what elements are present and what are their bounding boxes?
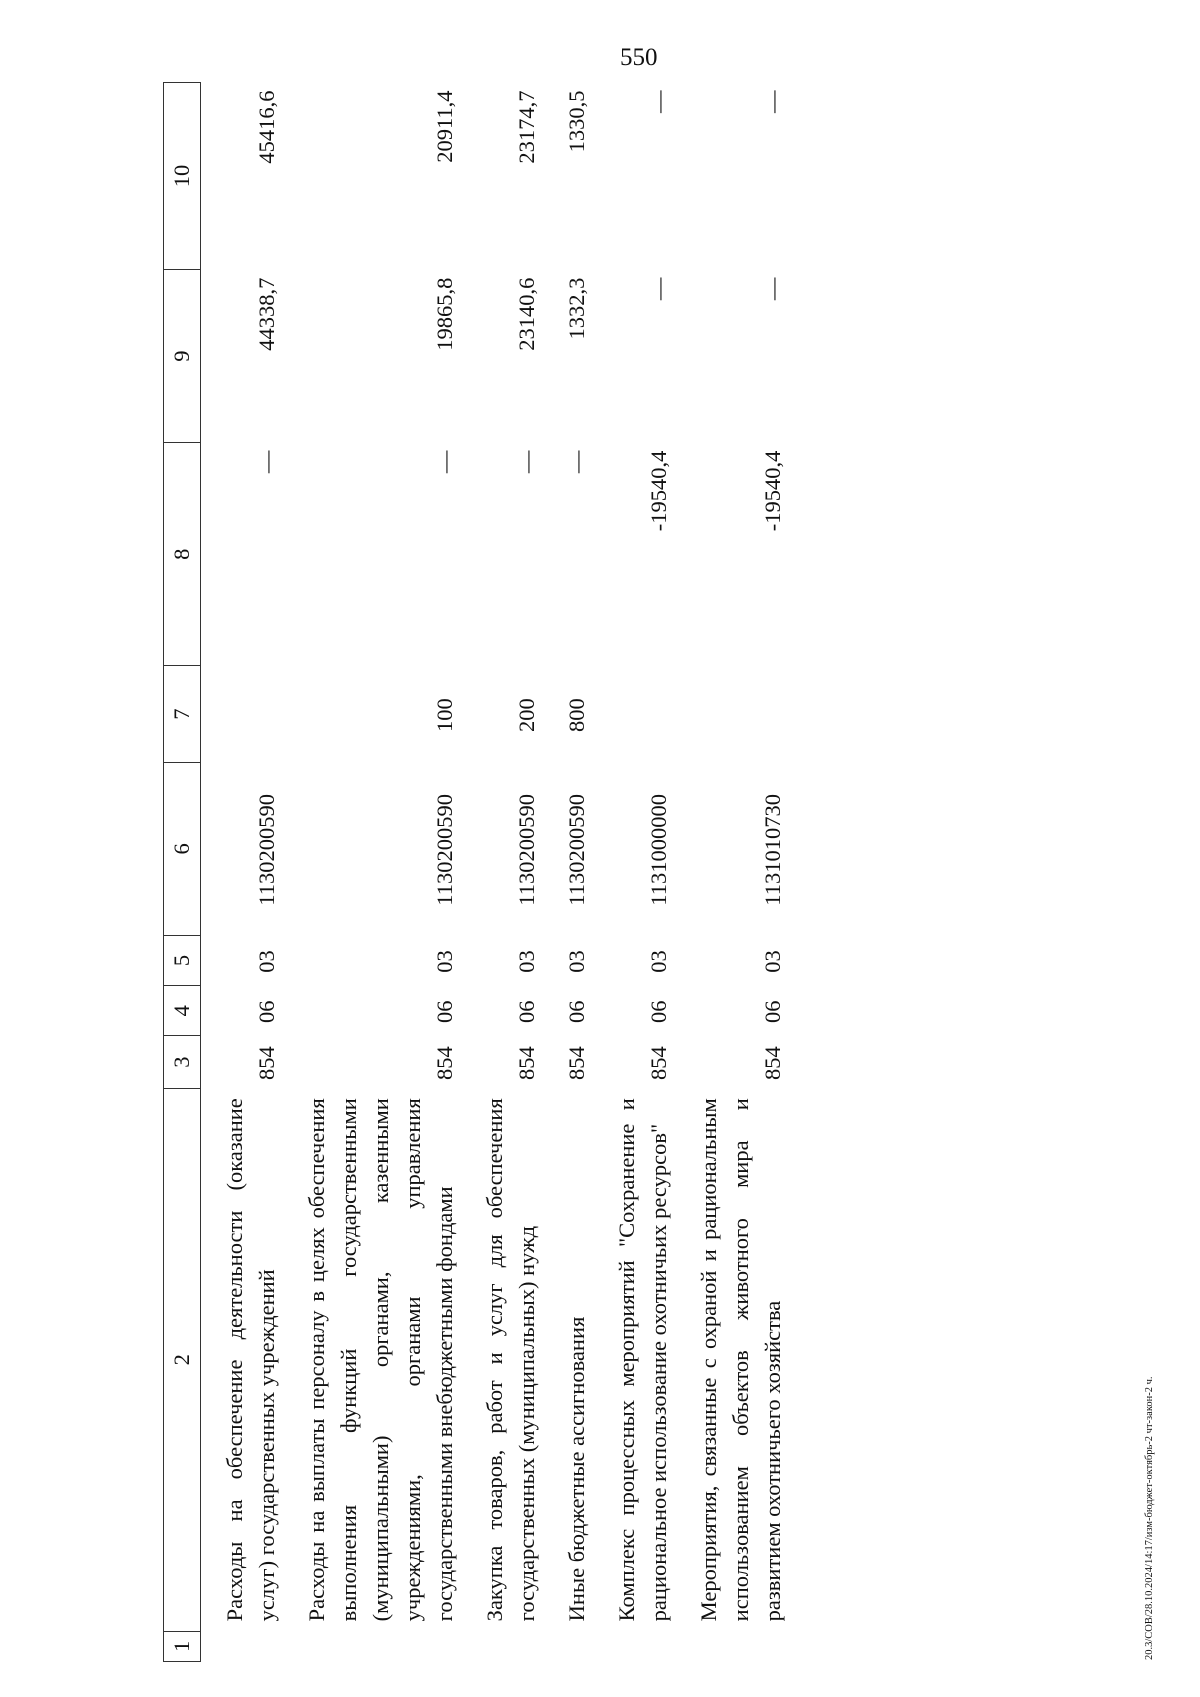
col-header-4: 4 bbox=[164, 986, 201, 1036]
cell-col9: 23140,6 bbox=[514, 277, 539, 351]
col-header-1: 1 bbox=[164, 1631, 201, 1661]
col-header-2: 2 bbox=[164, 1088, 201, 1631]
cell-col8: — bbox=[564, 450, 589, 474]
cell-col9: 44338,7 bbox=[254, 277, 279, 351]
footer-document-id: 20.3/СОВ/28.10.2024/14:17/изм-бюджет-октябрь-2 чт-закон-2 ч. bbox=[1144, 1376, 1155, 1660]
budget-table bbox=[163, 82, 789, 1662]
cell-target-article: 1130200590 bbox=[432, 794, 457, 906]
cell-col10: 45416,6 bbox=[254, 90, 279, 164]
col-header-3: 3 bbox=[164, 1036, 201, 1088]
budget-table-rotated bbox=[163, 82, 1083, 1662]
row-description: Комплекс процессных мероприятий "Сохранение и рациональное использование охотничьих ресурсов" bbox=[614, 1098, 671, 1622]
cell-col8: — bbox=[514, 450, 539, 474]
col-header-9: 9 bbox=[164, 270, 201, 443]
row-description: Закупка товаров, работ и услуг для обеспечения государственных (муниципальных) нужд bbox=[482, 1098, 539, 1622]
row-description: Расходы на обеспечение деятельности (оказание услуг) государственных учреждений bbox=[222, 1098, 279, 1622]
cell-target-article: 1130200590 bbox=[514, 794, 539, 906]
cell-col9: 1332,3 bbox=[564, 277, 589, 340]
cell-expense-type bbox=[593, 666, 675, 763]
cell-expense-type: 200 bbox=[514, 698, 539, 732]
cell-col10: — bbox=[646, 90, 671, 113]
col-header-5: 5 bbox=[164, 935, 201, 985]
cell-section: 06 bbox=[760, 1000, 785, 1024]
cell-admin-code: 854 bbox=[564, 1046, 589, 1080]
cell-col9: — bbox=[760, 277, 785, 301]
cell-col9: — bbox=[646, 277, 671, 301]
cell-target-article: 1131010730 bbox=[760, 794, 785, 906]
cell-expense-type bbox=[201, 666, 284, 763]
cell-col10: 20911,4 bbox=[432, 90, 457, 163]
table-row bbox=[543, 83, 593, 1662]
cell-col1 bbox=[675, 1631, 789, 1661]
cell-target-article: 1131000000 bbox=[646, 794, 671, 906]
cell-section: 06 bbox=[564, 1000, 589, 1024]
table-row bbox=[201, 83, 284, 1662]
cell-admin-code: 854 bbox=[432, 1046, 457, 1080]
cell-subsection: 03 bbox=[432, 950, 457, 973]
cell-col8: — bbox=[254, 450, 279, 474]
cell-section: 06 bbox=[514, 1000, 539, 1024]
cell-section: 06 bbox=[254, 1000, 279, 1024]
cell-col8: -19540,4 bbox=[760, 450, 785, 532]
cell-subsection: 03 bbox=[254, 950, 279, 973]
table-row bbox=[461, 83, 543, 1662]
cell-col1 bbox=[461, 1631, 543, 1661]
cell-expense-type: 100 bbox=[432, 698, 457, 732]
cell-col1 bbox=[543, 1631, 593, 1661]
col-header-7: 7 bbox=[164, 666, 201, 763]
cell-col8: -19540,4 bbox=[646, 450, 671, 532]
cell-admin-code: 854 bbox=[514, 1046, 539, 1080]
table-row bbox=[283, 83, 461, 1662]
cell-expense-type bbox=[675, 666, 789, 763]
cell-col10: — bbox=[760, 90, 785, 113]
col-header-8: 8 bbox=[164, 443, 201, 666]
cell-col1 bbox=[283, 1631, 461, 1661]
cell-col10: 23174,7 bbox=[514, 90, 539, 164]
cell-col8: — bbox=[432, 450, 457, 474]
table-row bbox=[675, 83, 789, 1662]
cell-admin-code: 854 bbox=[760, 1046, 785, 1080]
cell-col10: 1330,5 bbox=[564, 90, 589, 153]
cell-col1 bbox=[593, 1631, 675, 1661]
cell-subsection: 03 bbox=[514, 950, 539, 973]
cell-col9: 19865,8 bbox=[432, 277, 457, 351]
cell-section: 06 bbox=[432, 1000, 457, 1024]
table-row bbox=[593, 83, 675, 1662]
cell-subsection: 03 bbox=[760, 950, 785, 973]
cell-target-article: 1130200590 bbox=[254, 794, 279, 906]
row-description: Расходы на выплаты персоналу в целях обеспечения выполнения функций государственными (муниципальными) органами, казенными учреждениями, органами управления государственными внебюджетными фондами bbox=[304, 1098, 457, 1622]
col-header-6: 6 bbox=[164, 762, 201, 935]
cell-admin-code: 854 bbox=[646, 1046, 671, 1080]
col-header-10: 10 bbox=[164, 83, 201, 270]
cell-subsection: 03 bbox=[564, 950, 589, 973]
page-number: 550 bbox=[620, 44, 658, 71]
header-row bbox=[164, 83, 201, 1662]
cell-target-article: 1130200590 bbox=[564, 794, 589, 906]
row-description: Иные бюджетные ассигнования bbox=[564, 1316, 589, 1622]
cell-expense-type: 800 bbox=[564, 698, 589, 732]
cell-section: 06 bbox=[646, 1000, 671, 1024]
row-description: Мероприятия, связанные с охраной и рациональным использованием объектов животного мира и развитием охотничьего хозяйства bbox=[696, 1098, 785, 1622]
cell-col1 bbox=[201, 1631, 284, 1661]
cell-subsection: 03 bbox=[646, 950, 671, 973]
cell-admin-code: 854 bbox=[254, 1046, 279, 1080]
